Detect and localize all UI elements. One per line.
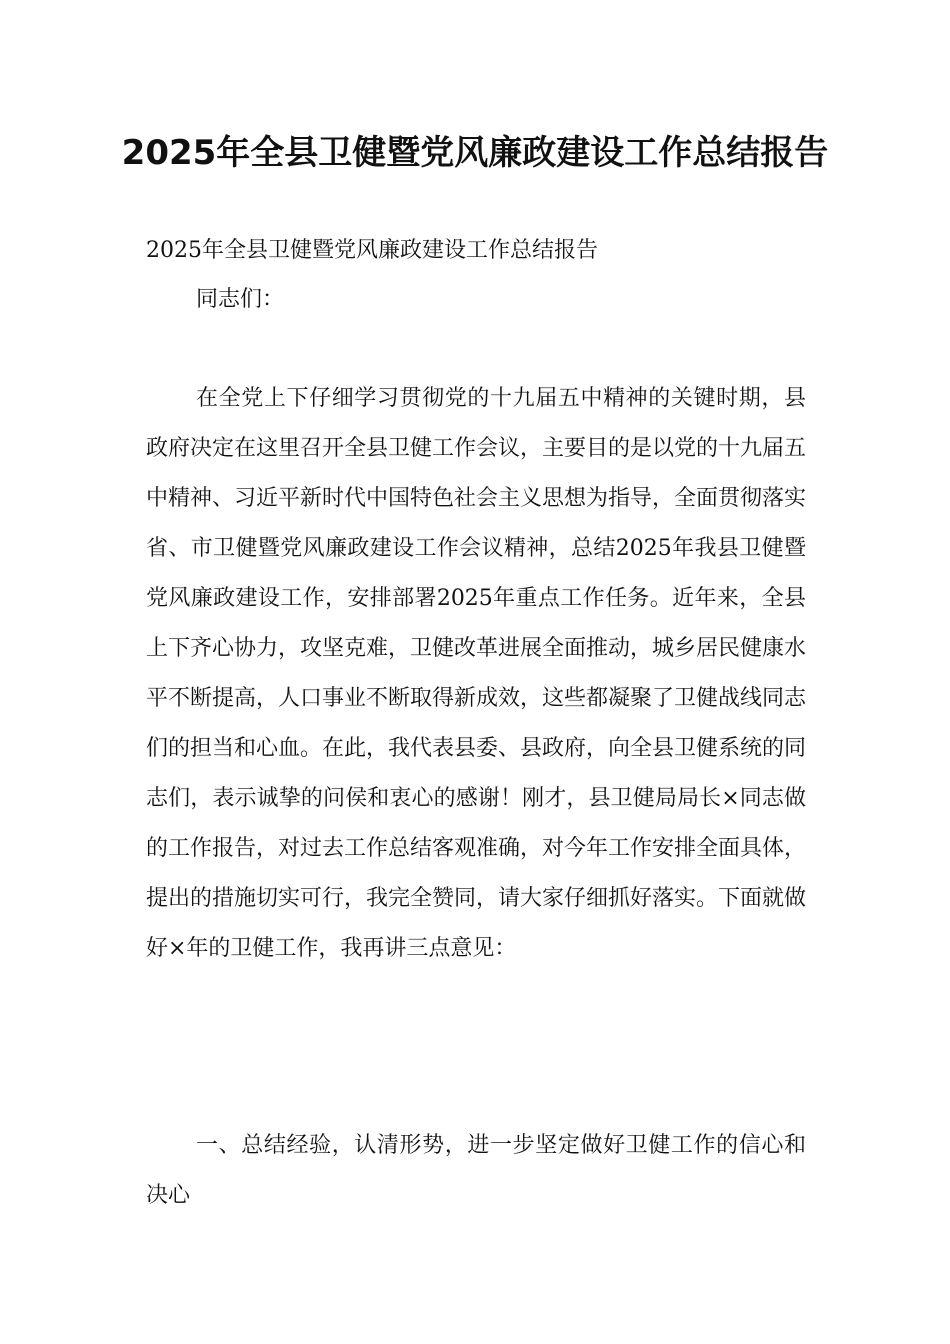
section-heading-1: 一、总结经验，认清形势，进一步坚定做好卫健工作的信心和决心 bbox=[146, 1133, 806, 1208]
document-subtitle: 2025年全县卫健暨党风廉政建设工作总结报告 bbox=[146, 238, 598, 263]
document-title: 2025年全县卫健暨党风廉政建设工作总结报告 bbox=[121, 133, 829, 173]
greeting: 同志们： bbox=[196, 287, 285, 312]
paragraph-intro: 在全党上下仔细学习贯彻党的十九届五中精神的关键时期，县政府决定在这里召开全县卫健工作会议，主要目的是以党的十九届五中精神、习近平新时代中国特色社会主义思想为指导，全面贯彻落实省、市卫健暨党风廉政建设工作会议精神，总结2025年我县卫健暨党风廉政建设工作，安排部署2025年重点工作任务。近年来，全县上下齐心协力，攻坚克难，卫健改革进展全面推动，城乡居民健康水平不断提高，人口事业不断取得新成效，这些都凝聚了卫健战线同志们的担当和心血。在此，我代表县委、县政府，向全县卫健系统的同志们，表示诚挚的问侯和衷心的感谢！刚才，县卫健局局长×同志做的工作报告，对过去工作总结客观准确，对今年工作安排全面具体，提出的措施切实可行，我完全赞同，请大家仔细抓好落实。下面就做好×年的卫健工作，我再讲三点意见： bbox=[146, 386, 807, 961]
